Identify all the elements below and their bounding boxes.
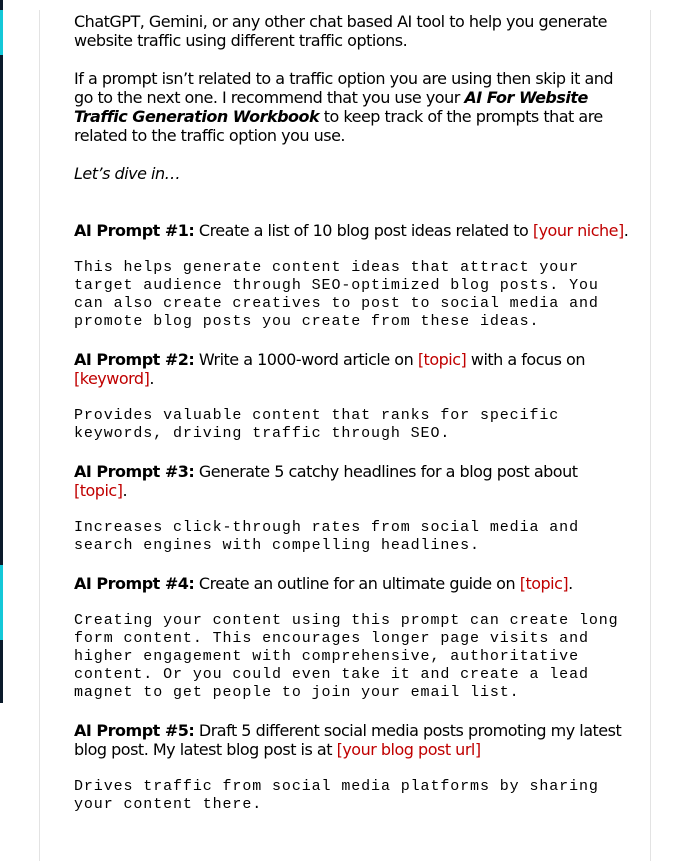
placeholder-text: [topic] xyxy=(417,350,467,369)
prompt-text: . xyxy=(122,481,128,500)
prompt-label: AI Prompt #2: xyxy=(74,350,195,369)
intro-paragraph-1: ChatGPT, Gemini, or any other chat based AI tool to help you generate website traffic using different traffic options. xyxy=(74,12,607,50)
placeholder-text: [keyword] xyxy=(74,369,150,388)
prompt-heading xyxy=(74,721,634,759)
prompt-heading xyxy=(74,574,634,593)
dive-in-text: Let’s dive in… xyxy=(74,164,181,183)
prompt-description: This helps generate content ideas that attract your target audience through SEO-optimized blog posts. You can also create creatives to post to social media and promote blog posts you create from these ideas. xyxy=(74,259,609,330)
prompt-text: Create an outline for an ultimate guide on xyxy=(198,574,520,593)
prompt-label: AI Prompt #4: xyxy=(74,574,195,593)
prompt-text: . xyxy=(623,221,629,240)
accent-bar-top xyxy=(0,10,3,55)
prompt-block-3 xyxy=(74,462,634,555)
accent-bar-bottom xyxy=(0,565,3,640)
document-content xyxy=(74,12,634,814)
placeholder-text: [your blog post url] xyxy=(336,740,481,759)
prompt-description: Provides valuable content that ranks for specific keywords, driving traffic through SEO. xyxy=(74,407,570,442)
prompt-text: Draft 5 different social media posts promoting my latest blog post. My latest blog post is at xyxy=(74,721,622,759)
intro-paragraph-2-after: to keep track of the prompts that are related to the traffic option you use. xyxy=(74,107,603,145)
prompt-block-4 xyxy=(74,574,634,702)
intro-paragraph-2 xyxy=(74,69,634,145)
placeholder-text: [your niche] xyxy=(532,221,624,240)
page-border-right xyxy=(650,10,651,861)
prompt-text: . xyxy=(149,369,154,388)
prompt-text: . xyxy=(568,574,573,593)
prompt-description: Creating your content using this prompt can create long form content. This encourages longer page visits and higher engagement with comprehensive, authoritative content. Or you could even take it and create a lead magnet to get people to join your email list. xyxy=(74,612,629,701)
prompt-label: AI Prompt #3: xyxy=(74,462,195,481)
prompt-block-1 xyxy=(74,221,634,331)
prompt-label: AI Prompt #5: xyxy=(74,721,195,740)
page-border-left xyxy=(39,10,40,861)
prompt-block-5 xyxy=(74,721,634,814)
placeholder-text: [topic] xyxy=(519,574,569,593)
intro-paragraph-2-before: If a prompt isn’t related to a traffic option you are using then skip it and go to the next one. I recommend that you use your xyxy=(74,69,614,107)
prompt-heading xyxy=(74,350,634,388)
prompt-text: Create a list of 10 blog post ideas related to xyxy=(198,221,533,240)
prompt-description: Increases click-through rates from social media and search engines with compelling headlines. xyxy=(74,519,589,554)
prompt-text: with a focus on xyxy=(466,350,585,369)
prompt-heading xyxy=(74,462,634,500)
left-decorative-strip xyxy=(0,0,3,703)
prompt-block-2 xyxy=(74,350,634,443)
prompt-heading xyxy=(74,221,634,240)
placeholder-text: [topic] xyxy=(74,481,123,500)
prompt-text: Write a 1000-word article on xyxy=(198,350,418,369)
prompt-description: Drives traffic from social media platforms by sharing your content there. xyxy=(74,778,609,813)
prompt-text: Generate 5 catchy headlines for a blog post about xyxy=(198,462,578,481)
prompt-label: AI Prompt #1: xyxy=(74,221,195,240)
workbook-title: AI For Website Traffic Generation Workbook xyxy=(74,88,588,126)
